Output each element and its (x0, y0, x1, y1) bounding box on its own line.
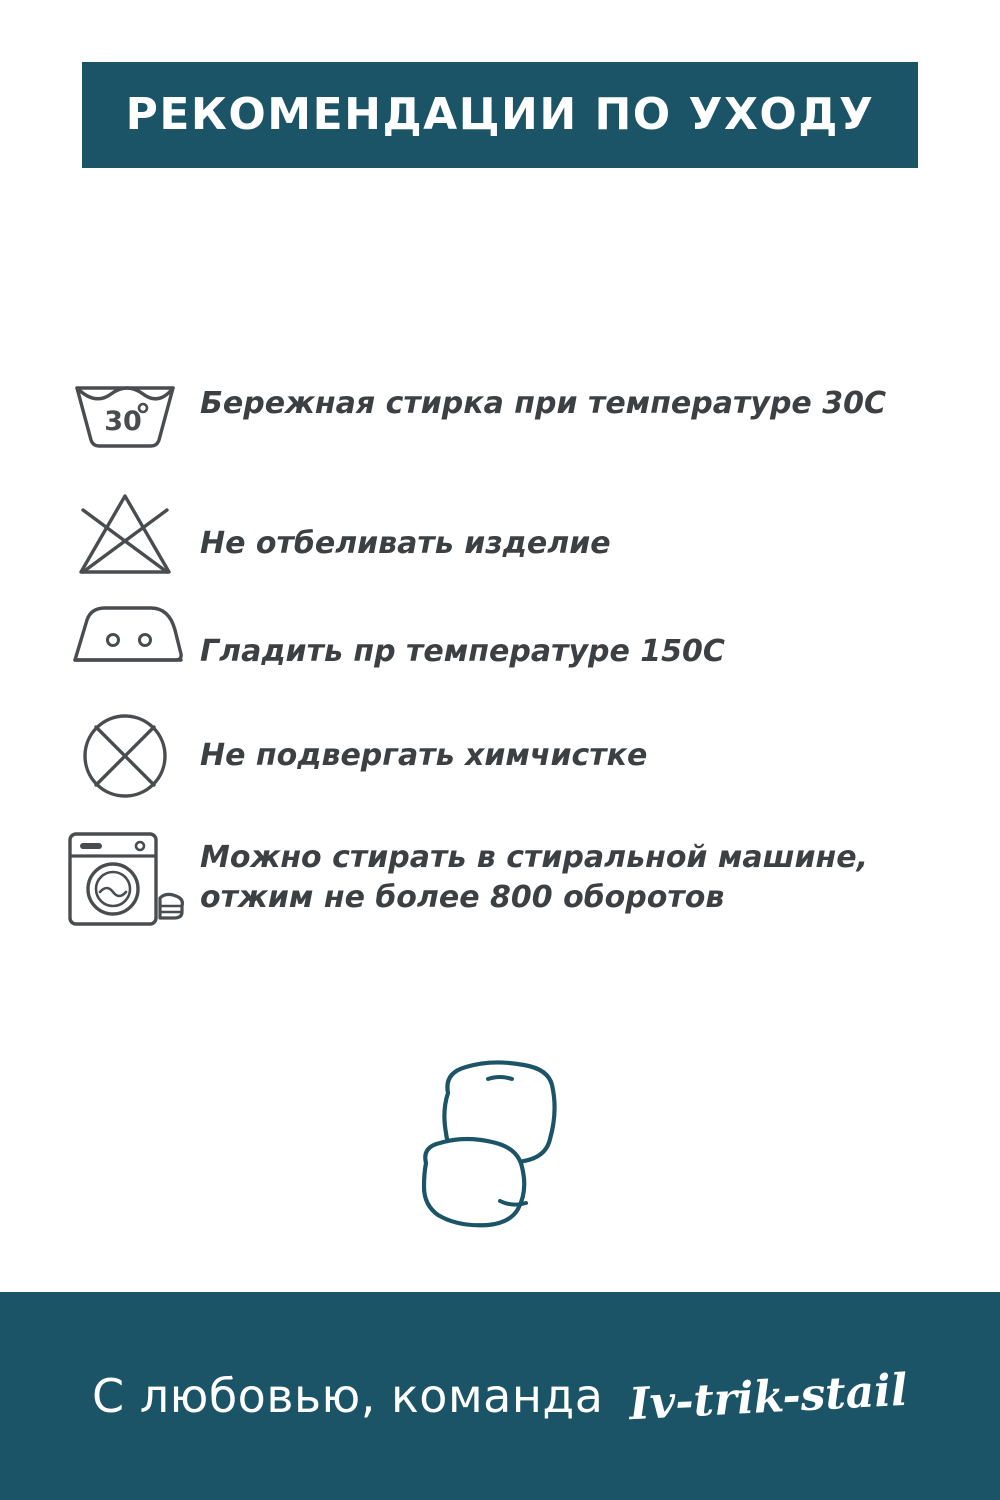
care-instruction-text: Не подвергать химчистке (200, 738, 648, 773)
list-item (50, 708, 950, 818)
no-bleach-icon (50, 488, 200, 580)
list-item (50, 488, 950, 588)
header-band (82, 62, 918, 168)
page-title: РЕКОМЕНДАЦИИ ПО УХОДУ (125, 89, 875, 140)
pillows-icon (396, 1035, 606, 1245)
brand-name: Iv-trik-stail (628, 1364, 910, 1431)
no-dry-clean-icon (50, 708, 200, 804)
washing-machine-icon (50, 826, 200, 938)
care-instruction-text: Не отбеливать изделие (200, 526, 611, 561)
care-instruction-text: Бережная стирка при температуре 30С (200, 386, 886, 421)
care-instruction-list (50, 372, 950, 974)
care-instruction-text: Можно стирать в стиральной машине, отжим не более 800 оборотов (200, 840, 869, 915)
iron-150-icon (50, 596, 200, 672)
wash-30-icon (50, 372, 200, 452)
list-item (50, 596, 950, 700)
list-item (50, 372, 950, 480)
footer-content (0, 1364, 1000, 1431)
svg-text:30: 30 (104, 406, 142, 437)
care-instruction-text: Гладить пр температуре 150С (200, 634, 725, 669)
list-item (50, 826, 950, 966)
footer-band (0, 1292, 1000, 1500)
footer-text: С любовью, команда (91, 1369, 604, 1423)
